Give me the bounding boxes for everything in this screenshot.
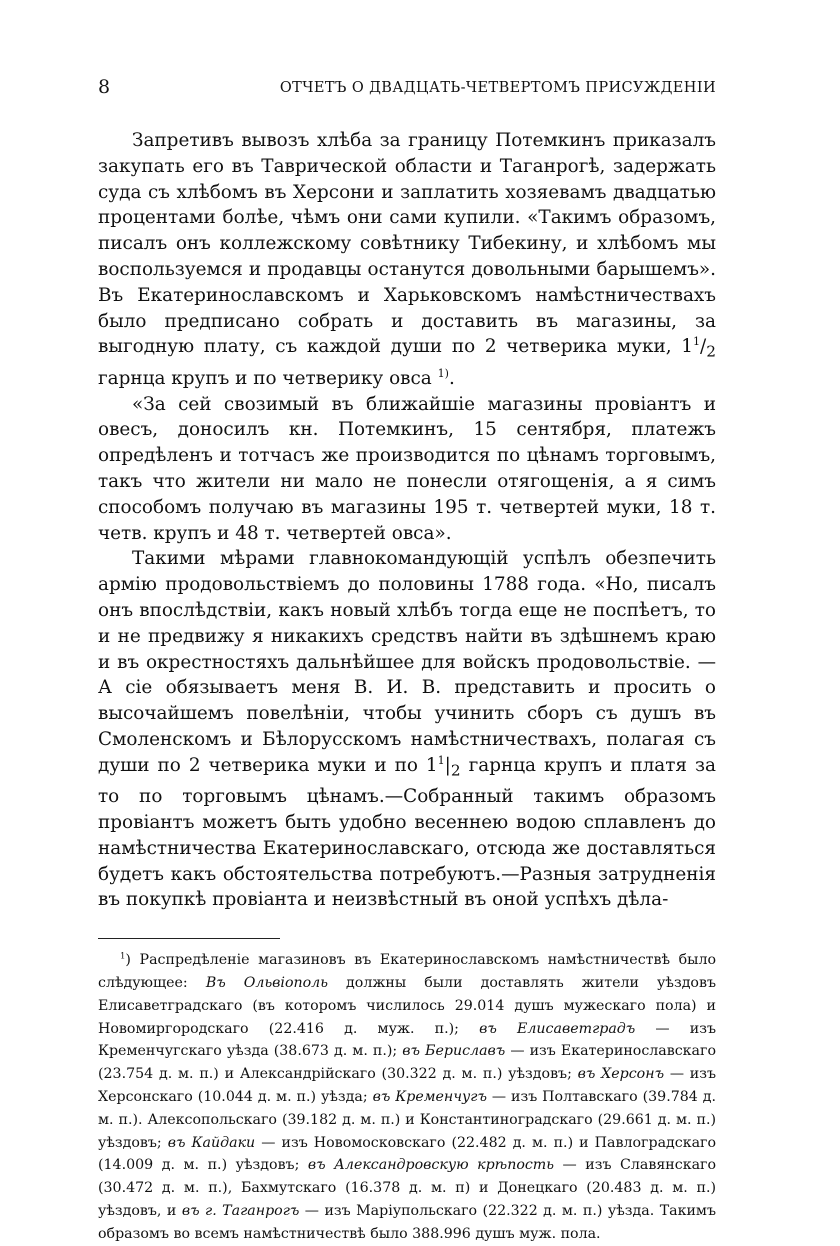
text-run: ) Распредѣленіе магазиновъ въ Екатеринославскомъ намѣстничествѣ было слѣдующее: bbox=[98, 952, 716, 992]
text-run: — изъ Маріупольскаго (22.322 д. м. п.) уѣзда. Такимъ образомъ во всемъ намѣстничествѣ было 388.996 душъ муж. пола. bbox=[98, 1203, 716, 1242]
paragraph bbox=[98, 392, 716, 547]
italic-text: въ Кременчугъ bbox=[372, 1089, 487, 1106]
text-run: — изъ Кременчугскаго уѣзда (38.673 д. м. п.); bbox=[98, 1020, 716, 1060]
italic-text: въ Елисаветградъ bbox=[479, 1020, 636, 1037]
italic-text: въ г. Таганрогъ bbox=[181, 1203, 300, 1220]
text-run: — изъ Новомосковскаго (22.482 д. м. п.) и Павлоградскаго (14.009 д. м. п.) уѣздовъ; bbox=[98, 1134, 717, 1174]
book-page bbox=[98, 74, 716, 1246]
text-run: «За сей свозимый въ ближайшіе магазины провіантъ и овесъ, доносилъ кн. Потемкинъ, 15 сентября, платежъ опредѣленъ и тотчасъ же производится по цѣнамъ торговымъ, такъ что жители ни мало не понесли отягощенія, а я симъ способомъ получаю въ магазины 195 т. четвертей муки, 18 т. четв. крупъ и 48 т. четвертей овса». bbox=[98, 393, 716, 544]
text-run: Такими мѣрами главнокомандующій успѣлъ обезпечить армію продовольствіемъ до половины 1788 года. «Но, писалъ онъ впослѣдствіи, какъ новый хлѣбъ тогда еще не поспѣетъ, то и не предвижу я никакихъ средствъ найти въ здѣшнемъ краю и въ окрестностяхъ дальнѣйшее для войскъ продовольствіе. — А сіе обязываетъ меня В. И. В. представить и просить о высочайшемъ повелѣніи, чтобы учинить сборъ съ душъ въ Смоленскомъ и Бѣлорусскомъ намѣстничествахъ, полагая съ души по 2 четверика муки и по 1 bbox=[98, 548, 716, 776]
italic-text: въ Херсонъ bbox=[577, 1066, 665, 1083]
paragraph bbox=[98, 128, 716, 392]
page-header bbox=[98, 74, 716, 104]
italic-text: въ Бериславъ bbox=[402, 1043, 506, 1060]
superscript-text: 1 bbox=[693, 335, 701, 349]
text-run: . bbox=[448, 367, 455, 389]
text-run: гарнца крупъ и платя за то по торговымъ цѣнамъ.—Собранный такимъ образомъ провіантъ можетъ быть удобно весеннею водою сплавленъ до намѣстничества Екатеринославскаго, отсюда же доставляться будетъ какъ обстоятельства потребуютъ.—Разныя затрудненія въ покупкѣ провіанта и неизвѣстный въ оной успѣхъ дѣла- bbox=[98, 754, 716, 911]
text-run: — изъ Херсонскаго (10.044 д. м. п.) уѣзда; bbox=[98, 1066, 717, 1106]
subscript-text: 2 bbox=[706, 343, 716, 362]
paragraph bbox=[98, 546, 716, 913]
text-run: гарнца крупъ и по четверику овса bbox=[98, 367, 438, 389]
main-text bbox=[98, 128, 716, 913]
page-number: 8 bbox=[98, 76, 111, 98]
subscript-text: 2 bbox=[450, 761, 461, 780]
footnote-divider bbox=[98, 938, 280, 939]
italic-text: въ Кайдаки bbox=[167, 1134, 256, 1151]
footnote-1 bbox=[98, 949, 716, 1245]
superscript-text: 1 bbox=[120, 951, 126, 962]
text-run: — изъ Полтавскаго (39.784 д. м. п.). Алексопольскаго (39.182 д. м. п.) и Константиноградскаго (29.661 д. м. п.) уѣздовъ; bbox=[98, 1089, 716, 1151]
text-run: должны были доставлять жители уѣздовъ Елисаветградскаго (въ которомъ числилось 29.014 душъ мужескаго пола) и Новомиргородскаго (22.416 д. муж. п.); bbox=[98, 975, 716, 1037]
italic-text: въ Александровскую крѣпость bbox=[307, 1157, 554, 1174]
superscript-text: 1 bbox=[437, 753, 445, 767]
text-run: — изъ Славянскаго (30.472 д. м. п.), Бахмутскаго (16.378 д. м. п) и Донецкаго (20.483 д. м. п.) уѣздовъ, и bbox=[98, 1157, 717, 1220]
footnotes bbox=[98, 949, 716, 1245]
text-run: | bbox=[444, 754, 451, 776]
running-title: ОТЧЕТЪ О ДВАДЦАТЬ-ЧЕТВЕРТОМЪ ПРИСУЖДЕНІИ bbox=[279, 80, 716, 96]
text-run: — изъ Екатеринославскаго (23.754 д. м. п.) и Александрійскаго (30.322 д. м. п.) уѣздовъ; bbox=[98, 1043, 716, 1083]
superscript-text: 1) bbox=[437, 366, 449, 380]
text-run: / bbox=[700, 336, 707, 358]
text-run: Запретивъ вывозъ хлѣба за границу Потемкинъ приказалъ закупать его въ Таврической области и Таганрогѣ, задержать суда съ хлѣбомъ въ Херсони и заплатить хозяевамъ двадцатью процентами болѣе, чѣмъ они сами купили. «Такимъ образомъ, писалъ онъ коллежскому совѣтнику Тибекину, и хлѣбомъ мы воспользуемся и продавцы останутся довольными барышемъ». Въ Екатеринославскомъ и Харьковскомъ намѣстничествахъ было предписано собрать и доставить въ магазины, за выгодную плату, съ каждой души по 2 четверика муки, 1 bbox=[98, 130, 716, 358]
italic-text: Въ Ольвіополь bbox=[205, 975, 328, 992]
